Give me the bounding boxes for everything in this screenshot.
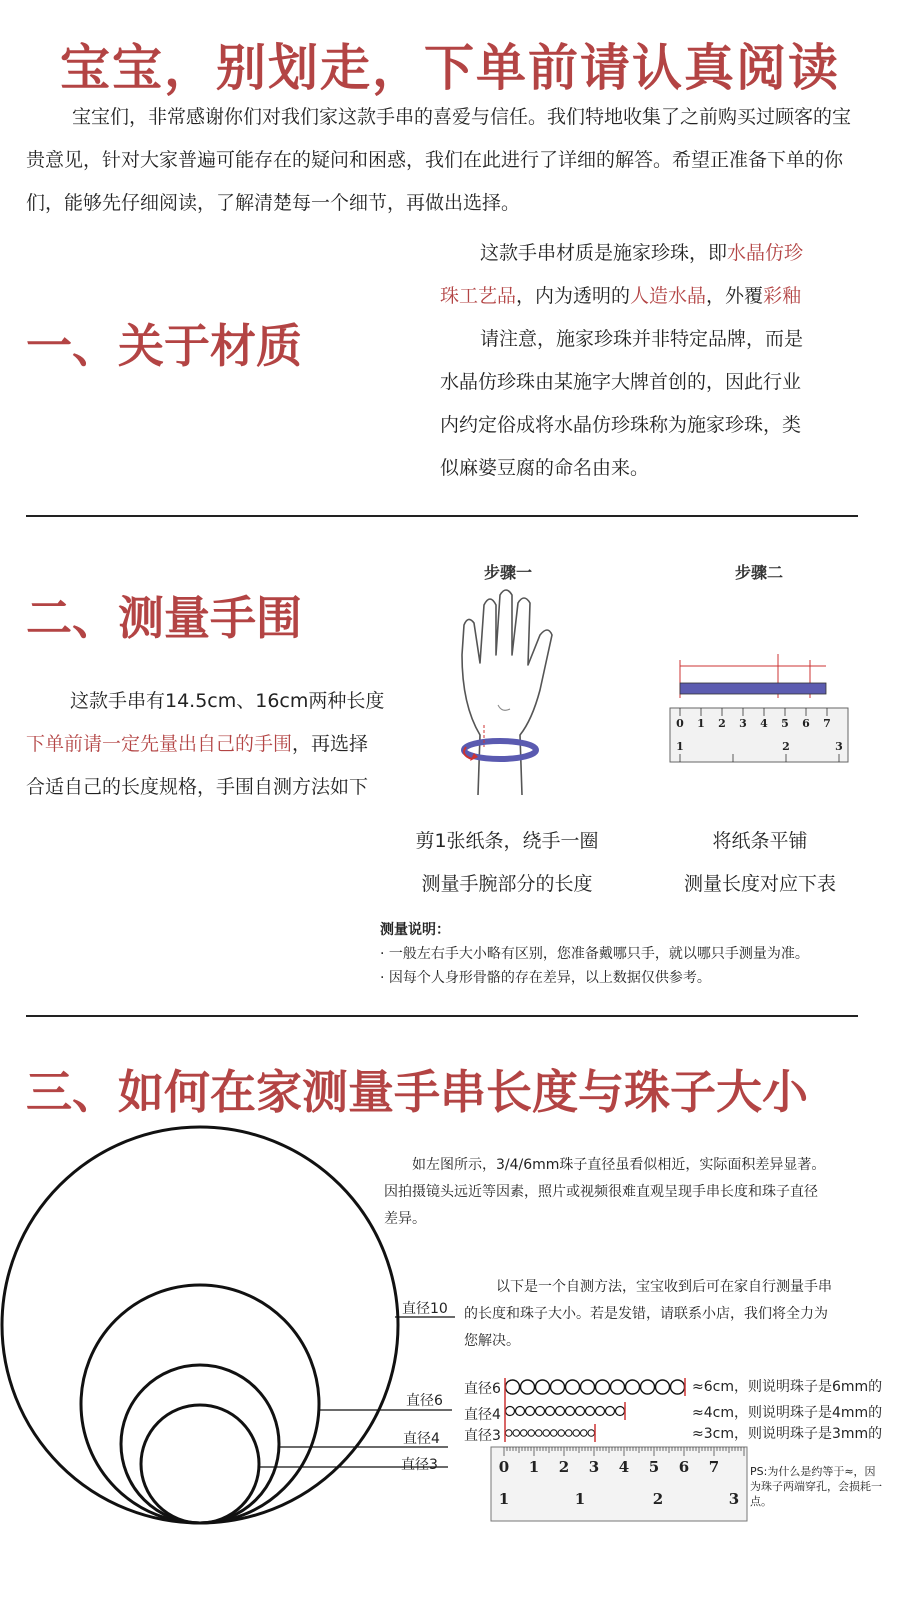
intro-paragraph: 宝宝们，非常感谢你们对我们家这款手串的喜爱与信任。我们特地收集了之前购买过顾客的宝贵意见，针对大家普遍可能存在的疑问和困惑，我们在此进行了详细的解答。希望正准备下单的你们，能够先仔细阅读，了解清楚每一个细节，再做出选择。 — [26, 106, 852, 214]
section3-para1 — [384, 1152, 889, 1233]
s3-p1-l3: 差异。 — [384, 1211, 426, 1227]
bead-3mm — [521, 1430, 528, 1437]
step2-caption-1: 将纸条平铺 — [712, 830, 808, 852]
ruler-tick-6: 6 — [802, 717, 810, 730]
bead-6mm — [671, 1380, 685, 1394]
section3-title: 三、如何在家测量手串长度与珠子大小 — [26, 1065, 808, 1119]
bead-3mm — [513, 1430, 520, 1437]
circle-diameter-3 — [141, 1405, 259, 1523]
hand-illustration — [440, 585, 590, 805]
bead-3mm — [536, 1430, 543, 1437]
bead-ruler — [490, 1446, 748, 1522]
bead-row-4-label: 直径4 — [464, 1407, 501, 1423]
bead-4mm — [536, 1407, 545, 1416]
bruler-tick-2: 2 — [558, 1458, 570, 1476]
s1-line1-a: 这款手串材质是施家珍珠，即 — [480, 242, 728, 264]
bead-4mm — [506, 1407, 515, 1416]
bead-4mm — [606, 1407, 615, 1416]
page-title: 宝宝，别划走，下单前请认真阅读 — [60, 39, 840, 97]
bead-4mm — [516, 1407, 525, 1416]
note-1: · 一般左右手大小略有区别，您准备戴哪只手，就以哪只手测量为准。 — [380, 946, 809, 962]
bead-3mm — [566, 1430, 573, 1437]
bruler-inch-a: 1 — [498, 1490, 510, 1508]
bruler-tick-6: 6 — [678, 1458, 690, 1476]
bead-row-6mm — [506, 1380, 685, 1394]
bead-row-3-result: ≈3cm，则说明珠子是3mm的 — [692, 1426, 883, 1442]
section2-title: 二、测量手围 — [26, 591, 302, 645]
bead-4mm — [556, 1407, 565, 1416]
bead-3mm — [558, 1430, 565, 1437]
ruler-inch-2: 2 — [782, 740, 790, 753]
s3-p1-l2: 因拍摄镜头远近等因素，照片或视频很难直观呈现手串长度和珠子直径 — [384, 1184, 818, 1200]
bead-3mm — [506, 1430, 513, 1437]
bead-6mm — [596, 1380, 610, 1394]
bead-6mm — [581, 1380, 595, 1394]
bead-6mm — [506, 1380, 520, 1394]
bruler-inch-d: 3 — [728, 1490, 740, 1508]
bead-row-4-result: ≈4cm，则说明珠子是4mm的 — [692, 1405, 883, 1421]
bead-row-3-label: 直径3 — [464, 1428, 501, 1444]
bead-3mm — [588, 1430, 595, 1437]
s3-p1-l1: 如左图所示，3/4/6mm珠子直径虽看似相近，实际面积差异显著。 — [412, 1157, 826, 1173]
circle-label-3: 直径3 — [401, 1457, 438, 1473]
bead-6mm — [551, 1380, 565, 1394]
bead-4mm — [546, 1407, 555, 1416]
s2-line2-b: ，再选择 — [292, 733, 369, 755]
ps-note: PS:为什么是约等于≈，因为珠子两端穿孔，会损耗一点。 — [750, 1465, 882, 1508]
s1-line2-red3: 彩釉 — [763, 285, 802, 307]
bead-3mm — [543, 1430, 550, 1437]
circle-label-6: 直径6 — [406, 1393, 443, 1409]
bead-4mm — [616, 1407, 625, 1416]
bead-6mm — [611, 1380, 625, 1394]
ruler-tick-4: 4 — [760, 717, 768, 730]
bead-3mm — [573, 1430, 580, 1437]
bead-3mm — [551, 1430, 558, 1437]
circle-label-10: 直径10 — [402, 1301, 448, 1317]
bead-row-6-label: 直径6 — [464, 1381, 501, 1397]
s2-line3: 合适自己的长度规格，手围自测方法如下 — [26, 776, 369, 798]
bead-row-3mm — [506, 1430, 595, 1437]
circle-label-4: 直径4 — [403, 1431, 440, 1447]
bead-rows-illustration — [500, 1374, 700, 1446]
bruler-tick-5: 5 — [648, 1458, 660, 1476]
bruler-tick-0: 0 — [498, 1458, 510, 1476]
s1-line2-red: 珠工艺品 — [440, 285, 517, 307]
bead-6mm — [566, 1380, 580, 1394]
step2-label: 步骤二 — [735, 563, 784, 582]
ruler-tick-7: 7 — [823, 717, 831, 730]
s1-line2-b: ，内为透明的 — [516, 285, 631, 307]
bead-4mm — [566, 1407, 575, 1416]
s1-line2-c: ，外覆 — [706, 285, 764, 307]
divider-2 — [26, 1015, 858, 1017]
ruler-tick-0: 0 — [676, 717, 684, 730]
step1-caption-2: 测量手腕部分的长度 — [421, 873, 593, 895]
s1-line5: 内约定俗成将水晶仿珍珠称为施家珍珠，类 — [440, 414, 802, 436]
s3-p2-l1: 以下是一个自测方法，宝宝收到后可在家自行测量手串 — [496, 1279, 832, 1295]
ruler-inch-1: 1 — [676, 740, 684, 753]
step1-caption-1: 剪1张纸条，绕手一圈 — [415, 830, 599, 852]
bead-3mm — [581, 1430, 588, 1437]
bead-6mm — [641, 1380, 655, 1394]
s2-line1: 这款手串有14.5cm、16cm两种长度 — [70, 690, 385, 712]
ruler-tick-1: 1 — [697, 717, 705, 730]
divider-1 — [26, 515, 858, 517]
step2-caption-2: 测量长度对应下表 — [683, 873, 836, 895]
bruler-tick-4: 4 — [618, 1458, 630, 1476]
section1-title: 一、关于材质 — [26, 319, 302, 373]
bead-row-4mm — [506, 1407, 625, 1416]
bruler-tick-3: 3 — [588, 1458, 600, 1476]
bead-6mm — [521, 1380, 535, 1394]
bead-4mm — [586, 1407, 595, 1416]
ruler-tick-5: 5 — [781, 717, 789, 730]
s3-p2-l3: 您解决。 — [464, 1333, 520, 1349]
bead-6mm — [656, 1380, 670, 1394]
bead-6mm — [626, 1380, 640, 1394]
bead-4mm — [526, 1407, 535, 1416]
step1-label: 步骤一 — [484, 563, 533, 582]
bruler-tick-1: 1 — [528, 1458, 540, 1476]
bead-3mm — [528, 1430, 535, 1437]
bruler-inch-c: 2 — [652, 1490, 664, 1508]
section1-text — [440, 232, 860, 490]
bruler-inch-b: 1 — [574, 1490, 586, 1508]
bead-row-6-result: ≈6cm，则说明珠子是6mm的 — [692, 1379, 883, 1395]
s1-line4: 水晶仿珍珠由某施字大牌首创的，因此行业 — [440, 371, 802, 393]
bruler-tick-7: 7 — [708, 1458, 720, 1476]
note-2: · 因每个人身形骨骼的存在差异，以上数据仅供参考。 — [380, 970, 711, 986]
s1-line6: 似麻婆豆腐的命名由来。 — [440, 457, 650, 479]
note-title: 测量说明： — [380, 922, 450, 938]
strip-ruler-illustration — [668, 650, 850, 765]
measure-notes — [380, 918, 890, 990]
ruler-tick-2: 2 — [718, 717, 726, 730]
bead-4mm — [596, 1407, 605, 1416]
ruler-tick-3: 3 — [739, 717, 747, 730]
circle-diameter-10 — [2, 1127, 398, 1523]
s2-line2-red: 下单前请一定先量出自己的手围 — [26, 733, 293, 755]
s1-line1-red: 水晶仿珍 — [727, 242, 804, 264]
s1-line2-red2: 人造水晶 — [630, 285, 707, 307]
section3-para2 — [464, 1274, 889, 1355]
bead-4mm — [576, 1407, 585, 1416]
s3-p2-l2: 的长度和珠子大小。若是发错，请联系小店，我们将全力为 — [464, 1306, 828, 1322]
bead-6mm — [536, 1380, 550, 1394]
paper-strip — [680, 683, 826, 694]
ruler-inch-3: 3 — [835, 740, 843, 753]
section2-text — [26, 680, 426, 809]
s1-line3: 请注意，施家珍珠并非特定品牌，而是 — [480, 328, 804, 350]
